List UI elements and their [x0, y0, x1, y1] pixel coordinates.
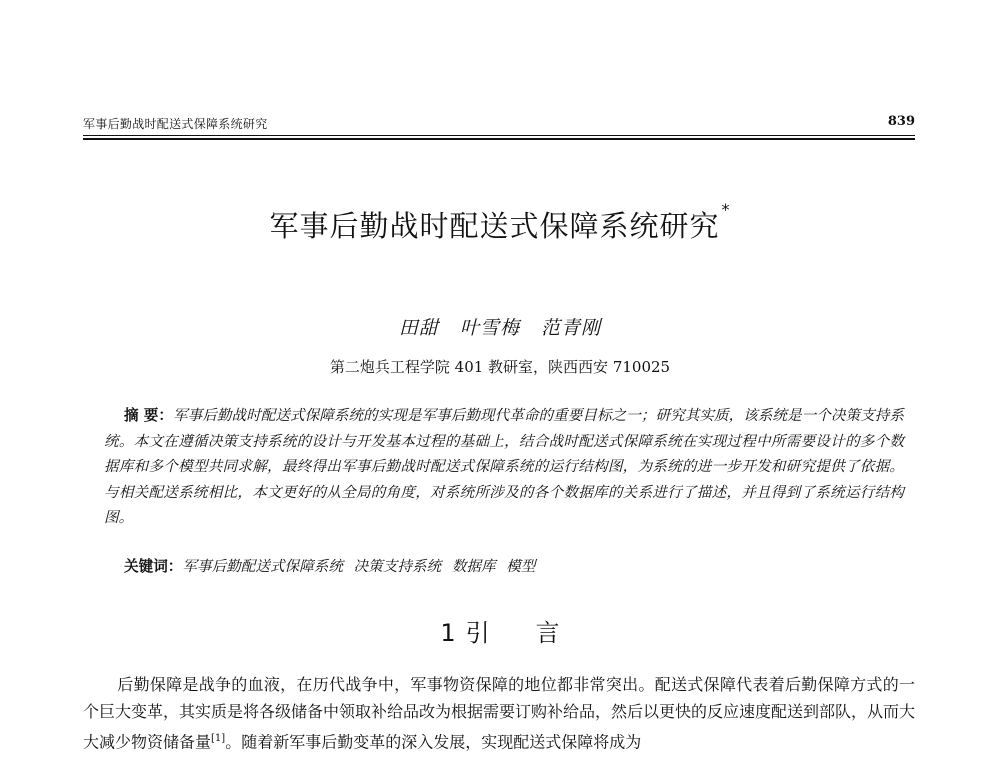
title-footnote-marker: *	[721, 200, 731, 219]
abstract	[104, 403, 904, 531]
citation-reference: [1]	[211, 733, 226, 744]
page-number: 839	[887, 114, 915, 129]
abstract-label: 摘 要：	[124, 407, 173, 424]
affiliation: 第二炮兵工程学院 401 教研室，陕西西安 710025	[329, 358, 671, 376]
running-title: 军事后勤战时配送式保障系统研究	[83, 117, 268, 131]
body-paragraph	[83, 671, 915, 755]
header-rule-thin	[83, 135, 915, 136]
section-heading	[0, 613, 1000, 648]
author-name: 田甜	[398, 317, 439, 339]
keywords	[124, 555, 904, 576]
running-header	[83, 112, 915, 134]
body-text-part: 后勤保障是战争的血液，在历代战争中，军事物资保障的地位都非常突出。配送式保障代表着后勤保障方式的一个巨大变革，其实质是将各级储备中领取补给品改为根据需要订购补给品，然后以更快的反应速度配送到部队，从而大大减少物资储备量	[83, 675, 916, 752]
section-number: 1	[440, 619, 456, 647]
author-name: 范青刚	[541, 317, 602, 339]
section-name: 引言	[465, 619, 606, 647]
authors	[0, 313, 1000, 340]
keywords-values: 军事后勤配送式保障系统 决策支持系统 数据库 模型	[182, 558, 536, 575]
author-name: 叶雪梅	[459, 317, 520, 339]
keywords-label: 关键词：	[124, 558, 183, 575]
abstract-text: 军事后勤战时配送式保障系统的实现是军事后勤现代革命的重要目标之一；研究其实质，该系统是一个决策支持系统。本文在遵循决策支持系统的设计与开发基本过程的基础上，结合战时配送式保障系统在实现过程中所需要设计的多个数据库和多个模型共同求解，最终得出军事后勤战时配送式保障系统的运行结构图，为系统的进一步开发和研究提供了依据。与相关配送系统相比，本文更好的从全局的角度，对系统所涉及的各个数据库的关系进行了描述，并且得到了系统运行结构图。	[104, 407, 904, 526]
header-rule-thick	[83, 138, 915, 140]
body-text-part: 。随着新军事后勤变革的深入发展，实现配送式保障将成为	[225, 732, 642, 752]
article-title	[0, 200, 1000, 245]
article-title-text: 军事后勤战时配送式保障系统研究	[269, 209, 720, 243]
